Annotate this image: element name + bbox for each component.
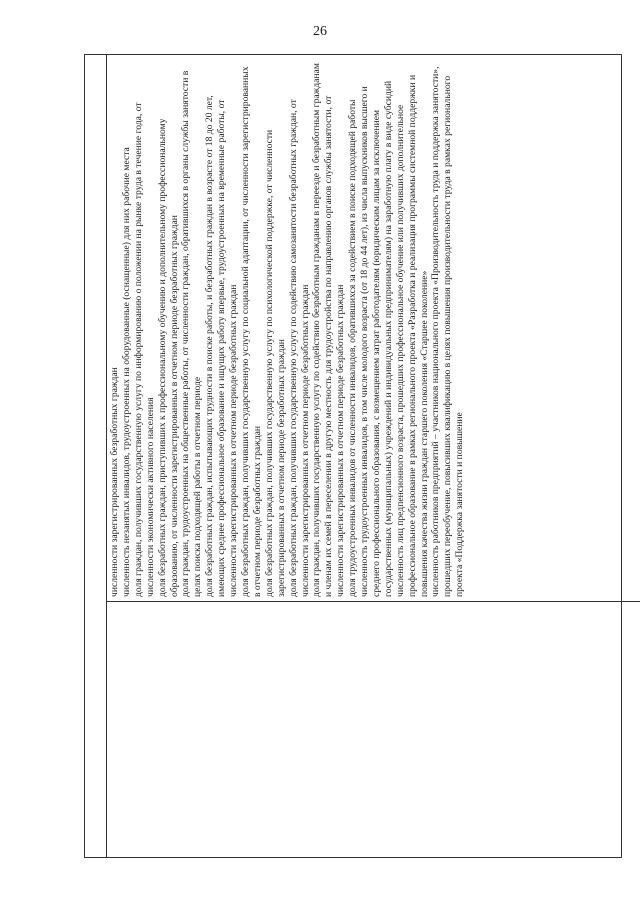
indicator-item: численности зарегистрированных безработных граждан [109,367,120,597]
indicator-item: доля граждан, получивших государственную услугу по содействию безработным гражданам в переезде и безработным гражданам и членам их семей в переселении в другую местность для трудоустройства по направлению органов службы занятости, от численности зарегистрированных в отчетном периоде безработных граждан [311,63,347,597]
indicators-cell [107,61,640,597]
indicator-item: численность лиц предпенсионного возраста, прошедших профессиональное обучение или получивших дополнительное профессиональное образование в рамках регионального проекта «Разработка и реализация программы системной поддержки и повышения качества жизни граждан старшего поколения «Старшее поколение» [394,74,430,597]
table-main-row [107,55,621,857]
indicator-item: доля безработных граждан, получивших государственную услугу по социальной адаптации, от численности зарегистрированных в отчетном периоде безработных граждан [239,66,263,597]
page-number: 26 [313,24,327,39]
table-top-row [85,55,107,857]
indicator-item: доля безработных граждан, получивших государственную услугу по психологической поддержке, от численности зарегистрированных в отчетном периоде безработных граждан [263,129,287,597]
indicator-item: доля трудоустроенных инвалидов от численности инвалидов, обратившихся за содействием в поиске подходящей работы [347,99,359,597]
indicator-item: доля безработных граждан, испытывающих трудности в поиске работы, и безработных граждан в возрасте от 18 до 20 лет, имеющих среднее профессиональное образование и ищущих работу впервые, трудоустроенных на временные работы, от численности зарегистрированных в отчетном периоде безработных граждан [204,95,240,597]
indicator-item: доля граждан, трудоустроенных на общественные работы, от численности граждан, обратившихся в органы службы занятости в целях поиска подходящей работы в отчетном периоде [180,70,204,597]
indicator-item: доля безработных граждан, получивших государственную услугу по содействию самозанятости безработных граждан, от численности зарегистрированных в отчетном периоде безработных граждан [287,99,311,597]
indicators-table [84,54,622,858]
indicator-item: доля граждан, получивших государственную услугу по информированию о положении на рынке труда в течение года, от численности экономически активного населения [132,102,156,597]
indicator-item: численность незанятых инвалидов, трудоустроенных на оборудованные (оснащенные) для них рабочие места [120,147,132,597]
indicator-item: численность работников предприятий – участников национального проекта «Производительность труда и поддержка занятости», прошедших переобучение, повысивших квалификацию в целях повышения производительности труда в рамках регионального проекта «Поддержка занятости и повышение [430,66,466,597]
rotated-table-body [84,54,622,858]
indicator-item: численность трудоустроенных инвалидов, в том числе молодого возраста (от 18 до 44 лет), из числа выпускников высшего и среднего профессионального образования, с возмещением затрат работодателям (юридическим лицам за исключением государственных (муниципальных) учреждений и индивидуальных предпринимателям) на заработную плату в виде субсидий [359,80,394,597]
indicator-item: доля безработных граждан, приступивших к профессиональному обучению и дополнительному профессиональному образованию, от численности зарегистрированных в отчетном периоде безработных граждан [156,118,180,597]
column-divider [107,601,640,602]
